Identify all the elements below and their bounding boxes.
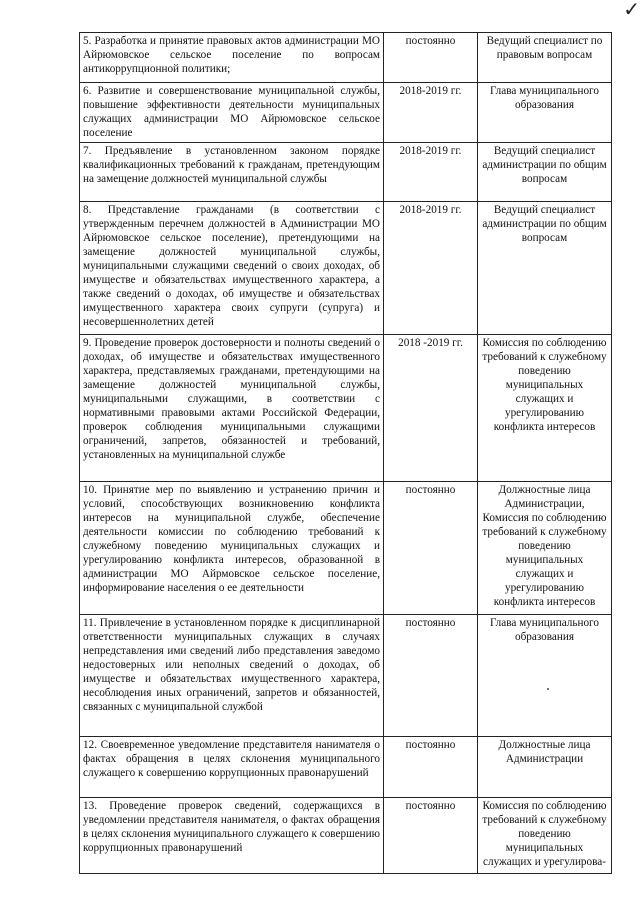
term-cell: постоянно — [384, 33, 478, 83]
table-row — [80, 482, 612, 615]
table-row — [80, 798, 612, 874]
responsible-cell: Должностные лица Администрации — [478, 737, 612, 798]
table-row — [80, 33, 612, 83]
action-cell: 6. Развитие и совершенствование муниципальной службы, повышение эффективности деятельности муниципальных служащих администрации МО Айрюмовское сельское поселение — [80, 83, 384, 143]
checkmark-icon: ✓ — [623, 0, 640, 21]
responsible-cell: Глава муниципального образования — [478, 615, 612, 737]
responsible-cell: Ведущий специалист администрации по общим вопросам — [478, 143, 612, 202]
responsible-cell: Должностные лица Администрации, Комиссия по соблюдению требований к служебному поведению муниципальных служащих и урегулированию конфликта интересов — [478, 482, 612, 615]
term-cell: 2018 -2019 гг. — [384, 335, 478, 482]
term-cell: 2018-2019 гг. — [384, 83, 478, 143]
action-cell: 10. Принятие мер по выявлению и устранению причин и условий, способствующих возникновению конфликта интересов на муниципальной службе, обеспечение деятельности комиссии по соблюдению требований к служебному поведению муниципальных служащих и урегулированию конфликта интересов, образованной в администрации МО Айрмовское сельское поселение, информирование населения о ее деятельности — [80, 482, 384, 615]
action-cell: 12. Своевременное уведомление представителя нанимателя о фактах обращения в целях склонения муниципального служащего к совершению коррупционных правонарушений — [80, 737, 384, 798]
action-cell: 8. Представление гражданами (в соответствии с утвержденным перечнем должностей в Администрации МО Айрюмовское сельское поселение), претендующими на замещение должностей муниципальной службы, муниципальными служащими сведений о своих доходах, об имуществе и обязательствах имущественного характера, а также сведений о доходах, об имуществе и обязательствах имущественного характера своих супруги (супруга) и несовершеннолетних детей — [80, 202, 384, 335]
responsible-cell: Ведущий специалист по правовым вопросам — [478, 33, 612, 83]
scan-speck — [547, 688, 549, 690]
term-cell: постоянно — [384, 615, 478, 737]
term-cell: постоянно — [384, 482, 478, 615]
responsible-cell: Ведущий специалист администрации по общим вопросам — [478, 202, 612, 335]
term-cell: постоянно — [384, 737, 478, 798]
table-row — [80, 737, 612, 798]
action-cell: 5. Разработка и принятие правовых актов администрации МО Айрюмовское сельское поселение по вопросам антикоррупционной политики; — [80, 33, 384, 83]
action-cell: 11. Привлечение в установленном порядке к дисциплинарной ответственности муниципальных служащих в случаях непредставления ими сведений либо представления заведомо недостоверных или неполных сведений о доходах, об имуществе и обязательствах имущественного характера, несоблюдения иных ограничений, запретов и обязанностей, связанных с муниципальной службой — [80, 615, 384, 737]
responsible-cell: Комиссия по соблюдению требований к служебному поведению муниципальных служащих и урегулированию конфликта интересов — [478, 335, 612, 482]
anticorruption-measures-table — [79, 32, 612, 874]
responsible-cell: Глава муниципального образования — [478, 83, 612, 143]
table-row — [80, 335, 612, 482]
table-row — [80, 83, 612, 143]
term-cell: постоянно — [384, 798, 478, 874]
term-cell: 2018-2019 гг. — [384, 143, 478, 202]
action-cell: 13. Проведение проверок сведений, содержащихся в уведомлении представителя нанимателя, о фактах обращения в целях склонения муниципального служащего к совершению коррупционных правонарушений — [80, 798, 384, 874]
responsible-cell: Комиссия по соблюдению требований к служебному поведению муниципальных служащих и урегулирова- — [478, 798, 612, 874]
term-cell: 2018-2019 гг. — [384, 202, 478, 335]
action-cell: 7. Предъявление в установленном законом порядке квалификационных требований к гражданам, претендующим на замещение должностей муниципальной службы — [80, 143, 384, 202]
table-row — [80, 202, 612, 335]
table-row — [80, 143, 612, 202]
action-cell: 9. Проведение проверок достоверности и полноты сведений о доходах, об имуществе и обязательствах имущественного характера, представляемых гражданами, претендующими на замещение должностей муниципальной службы, муниципальными служащими, в соответствии с нормативными правовыми актами Российской Федерации, проверок соблюдения муниципальными служащими ограничений, запретов, обязанностей и требований, установленных на муниципальной службе — [80, 335, 384, 482]
table-row — [80, 615, 612, 737]
